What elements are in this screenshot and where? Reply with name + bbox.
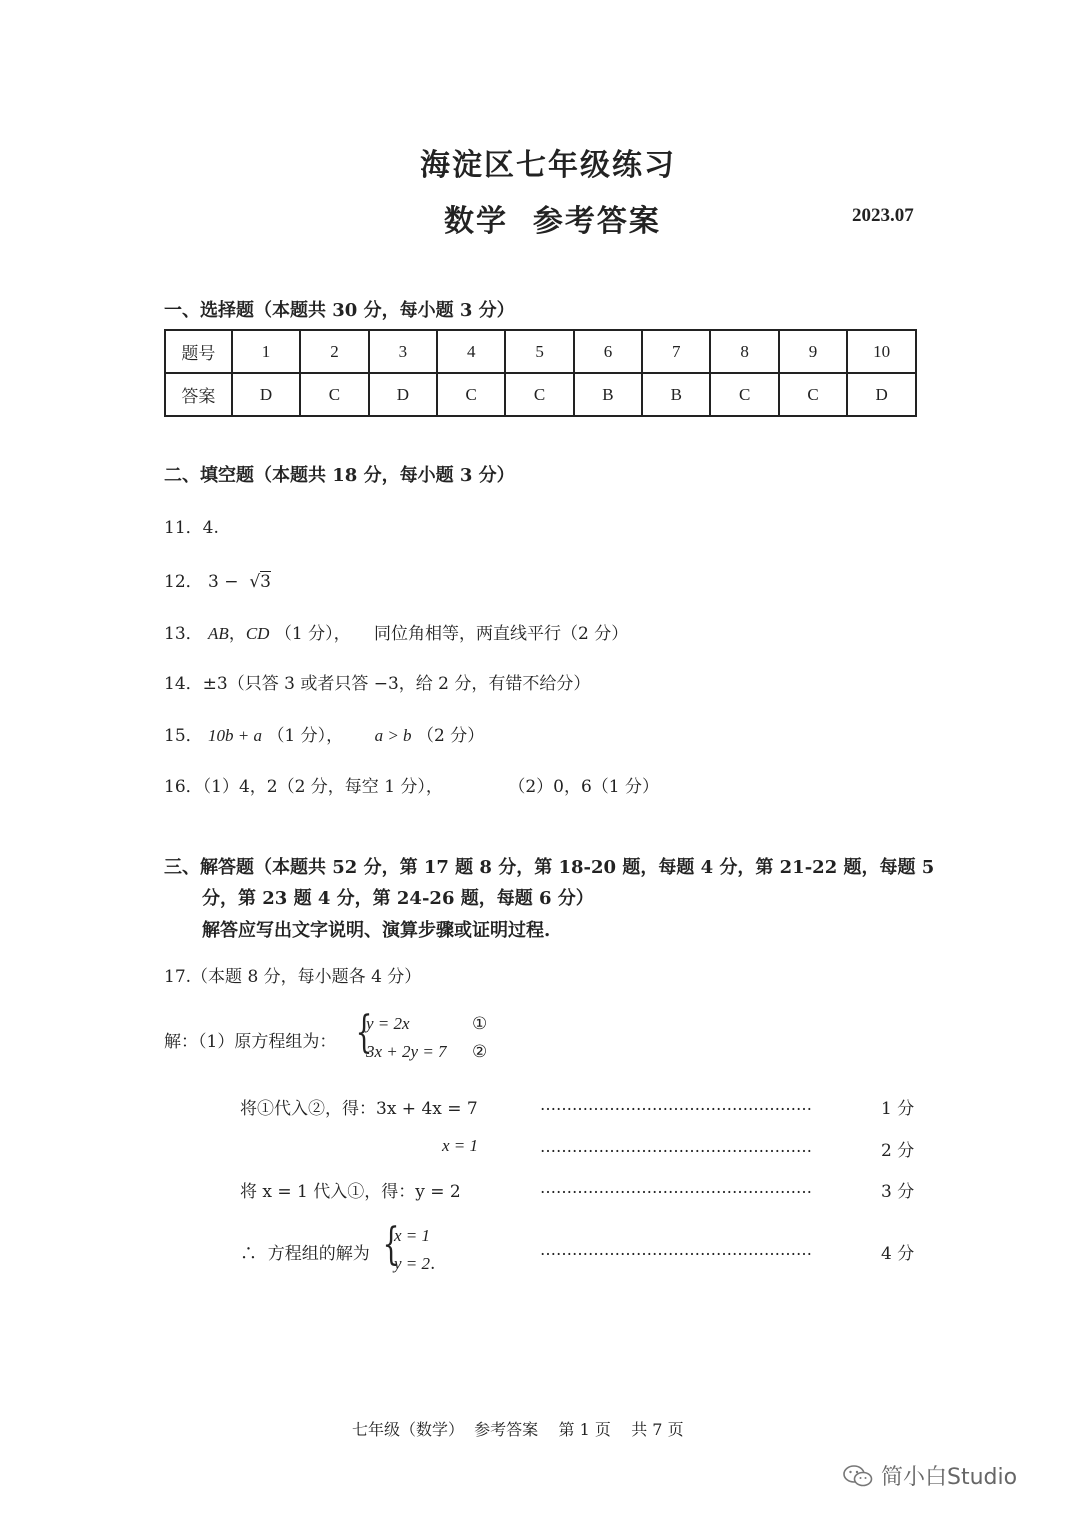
sqrt-symbol: √ <box>249 572 261 592</box>
answer-13-cd: CD <box>245 624 270 643</box>
answer-13 <box>164 619 628 644</box>
table-cell: 8 <box>710 330 778 373</box>
solution-y-text: y = 2 <box>394 1254 431 1273</box>
table-cell: B <box>642 373 710 416</box>
answer-table <box>164 329 917 417</box>
table-cell: 5 <box>505 330 573 373</box>
conclusion-label: ∴ 方程组的解为 <box>240 1244 370 1264</box>
solution-label: 解：（1）原方程组为： <box>164 1032 337 1052</box>
table-cell: 2 <box>300 330 368 373</box>
table-cell: B <box>574 373 642 416</box>
table-cell: 3 <box>369 330 437 373</box>
answer-12-expr: 3 − <box>208 572 244 592</box>
answer-15 <box>164 721 484 746</box>
conclusion-score: 4 分 <box>881 1244 915 1264</box>
q17-intro: 17.（本题 8 分，每小题各 4 分） <box>164 967 422 987</box>
doc-date: 2023.07 <box>852 205 914 226</box>
step-1: 将①代入②，得：3x + 4x = 7 <box>240 1099 478 1119</box>
watermark-text: 简小白Studio <box>881 1465 1018 1490</box>
table-cell: C <box>779 373 847 416</box>
page-footer: 七年级（数学） 参考答案 第 1 页 共 7 页 <box>352 1420 684 1439</box>
table-cell: 9 <box>779 330 847 373</box>
table-cell: C <box>437 373 505 416</box>
step-1-dots: …………………………………………… <box>540 1095 812 1114</box>
table-cell: 7 <box>642 330 710 373</box>
equation-2 <box>366 1042 488 1062</box>
solution-y <box>394 1254 435 1274</box>
wechat-icon <box>843 1465 873 1487</box>
system-brace: { <box>355 1007 373 1058</box>
table-cell: 4 <box>437 330 505 373</box>
answer-13-sep: ， <box>228 624 246 644</box>
answer-13-pts1: （1 分）， <box>274 624 351 644</box>
solution-end: . <box>430 1254 436 1274</box>
answer-16 <box>164 772 659 797</box>
answer-16-part2: （2）0，6（1 分） <box>508 777 660 797</box>
table-row-answers <box>165 373 916 416</box>
answer-15-expr1: 10b + a <box>208 726 263 745</box>
answer-14: 14．±3（只答 3 或者只答 −3，给 2 分，有错不给分） <box>164 674 591 694</box>
step-2: x = 1 <box>442 1136 479 1155</box>
solution-brace: { <box>382 1219 400 1270</box>
answer-15-pts2: （2 分） <box>416 726 485 746</box>
answer-15-number: 15． <box>164 726 203 746</box>
answer-13-number: 13． <box>164 624 203 644</box>
answer-13-ab: AB <box>208 624 229 643</box>
table-cell: 6 <box>574 330 642 373</box>
answer-16-part1: 16．（1）4，2（2 分，每空 1 分）， <box>164 777 443 797</box>
step-3-dots: …………………………………………… <box>540 1178 812 1197</box>
section2-heading: 二、填空题（本题共 18 分，每小题 3 分） <box>164 465 515 486</box>
doc-subtitle: 数学 参考答案 <box>444 204 661 239</box>
table-cell: D <box>369 373 437 416</box>
step-3: 将 x = 1 代入①，得：y = 2 <box>240 1182 461 1202</box>
equation-1 <box>366 1014 488 1034</box>
solution-x: x = 1 <box>394 1226 431 1245</box>
table-cell: C <box>300 373 368 416</box>
equation-1-mark: ① <box>472 1014 488 1034</box>
table-cell: 10 <box>847 330 916 373</box>
table-cell: D <box>232 373 300 416</box>
answer-12-radicand: 3 <box>260 572 271 592</box>
table-cell: D <box>847 373 916 416</box>
table-header-cell: 题号 <box>165 330 232 373</box>
step-3-score: 3 分 <box>881 1182 915 1202</box>
answer-13-reason: 同位角相等，两直线平行（2 分） <box>374 624 629 644</box>
equation-2-mark: ② <box>472 1042 488 1062</box>
step-2-dots: …………………………………………… <box>540 1137 812 1156</box>
watermark <box>843 1460 1017 1491</box>
table-cell: C <box>505 373 573 416</box>
table-row-numbers <box>165 330 916 373</box>
answer-15-pts1: （1 分）， <box>267 726 344 746</box>
equation-2-text: 3x + 2y = 7 <box>366 1042 447 1061</box>
section3-heading-line1: 三、解答题（本题共 52 分，第 17 题 8 分，第 18-20 题，每题 4 分，第 21-22 题，每题 5 <box>164 857 935 878</box>
table-header-cell: 答案 <box>165 373 232 416</box>
doc-title: 海淀区七年级练习 <box>420 148 676 183</box>
section3-heading-line3: 解答应写出文字说明、演算步骤或证明过程. <box>202 920 551 941</box>
answer-11: 11．4. <box>164 518 219 538</box>
equation-1-text: y = 2x <box>366 1014 410 1033</box>
answer-15-expr2: a > b <box>374 726 412 745</box>
answer-12 <box>164 567 271 592</box>
section1-heading: 一、选择题（本题共 30 分，每小题 3 分） <box>164 300 515 321</box>
conclusion-dots: …………………………………………… <box>540 1240 812 1259</box>
answer-12-number: 12． <box>164 572 203 592</box>
table-cell: C <box>710 373 778 416</box>
table-cell: 1 <box>232 330 300 373</box>
section3-heading-line2: 分，第 23 题 4 分，第 24-26 题，每题 6 分） <box>202 888 594 909</box>
step-1-score: 1 分 <box>881 1099 915 1119</box>
step-2-score: 2 分 <box>881 1141 915 1161</box>
